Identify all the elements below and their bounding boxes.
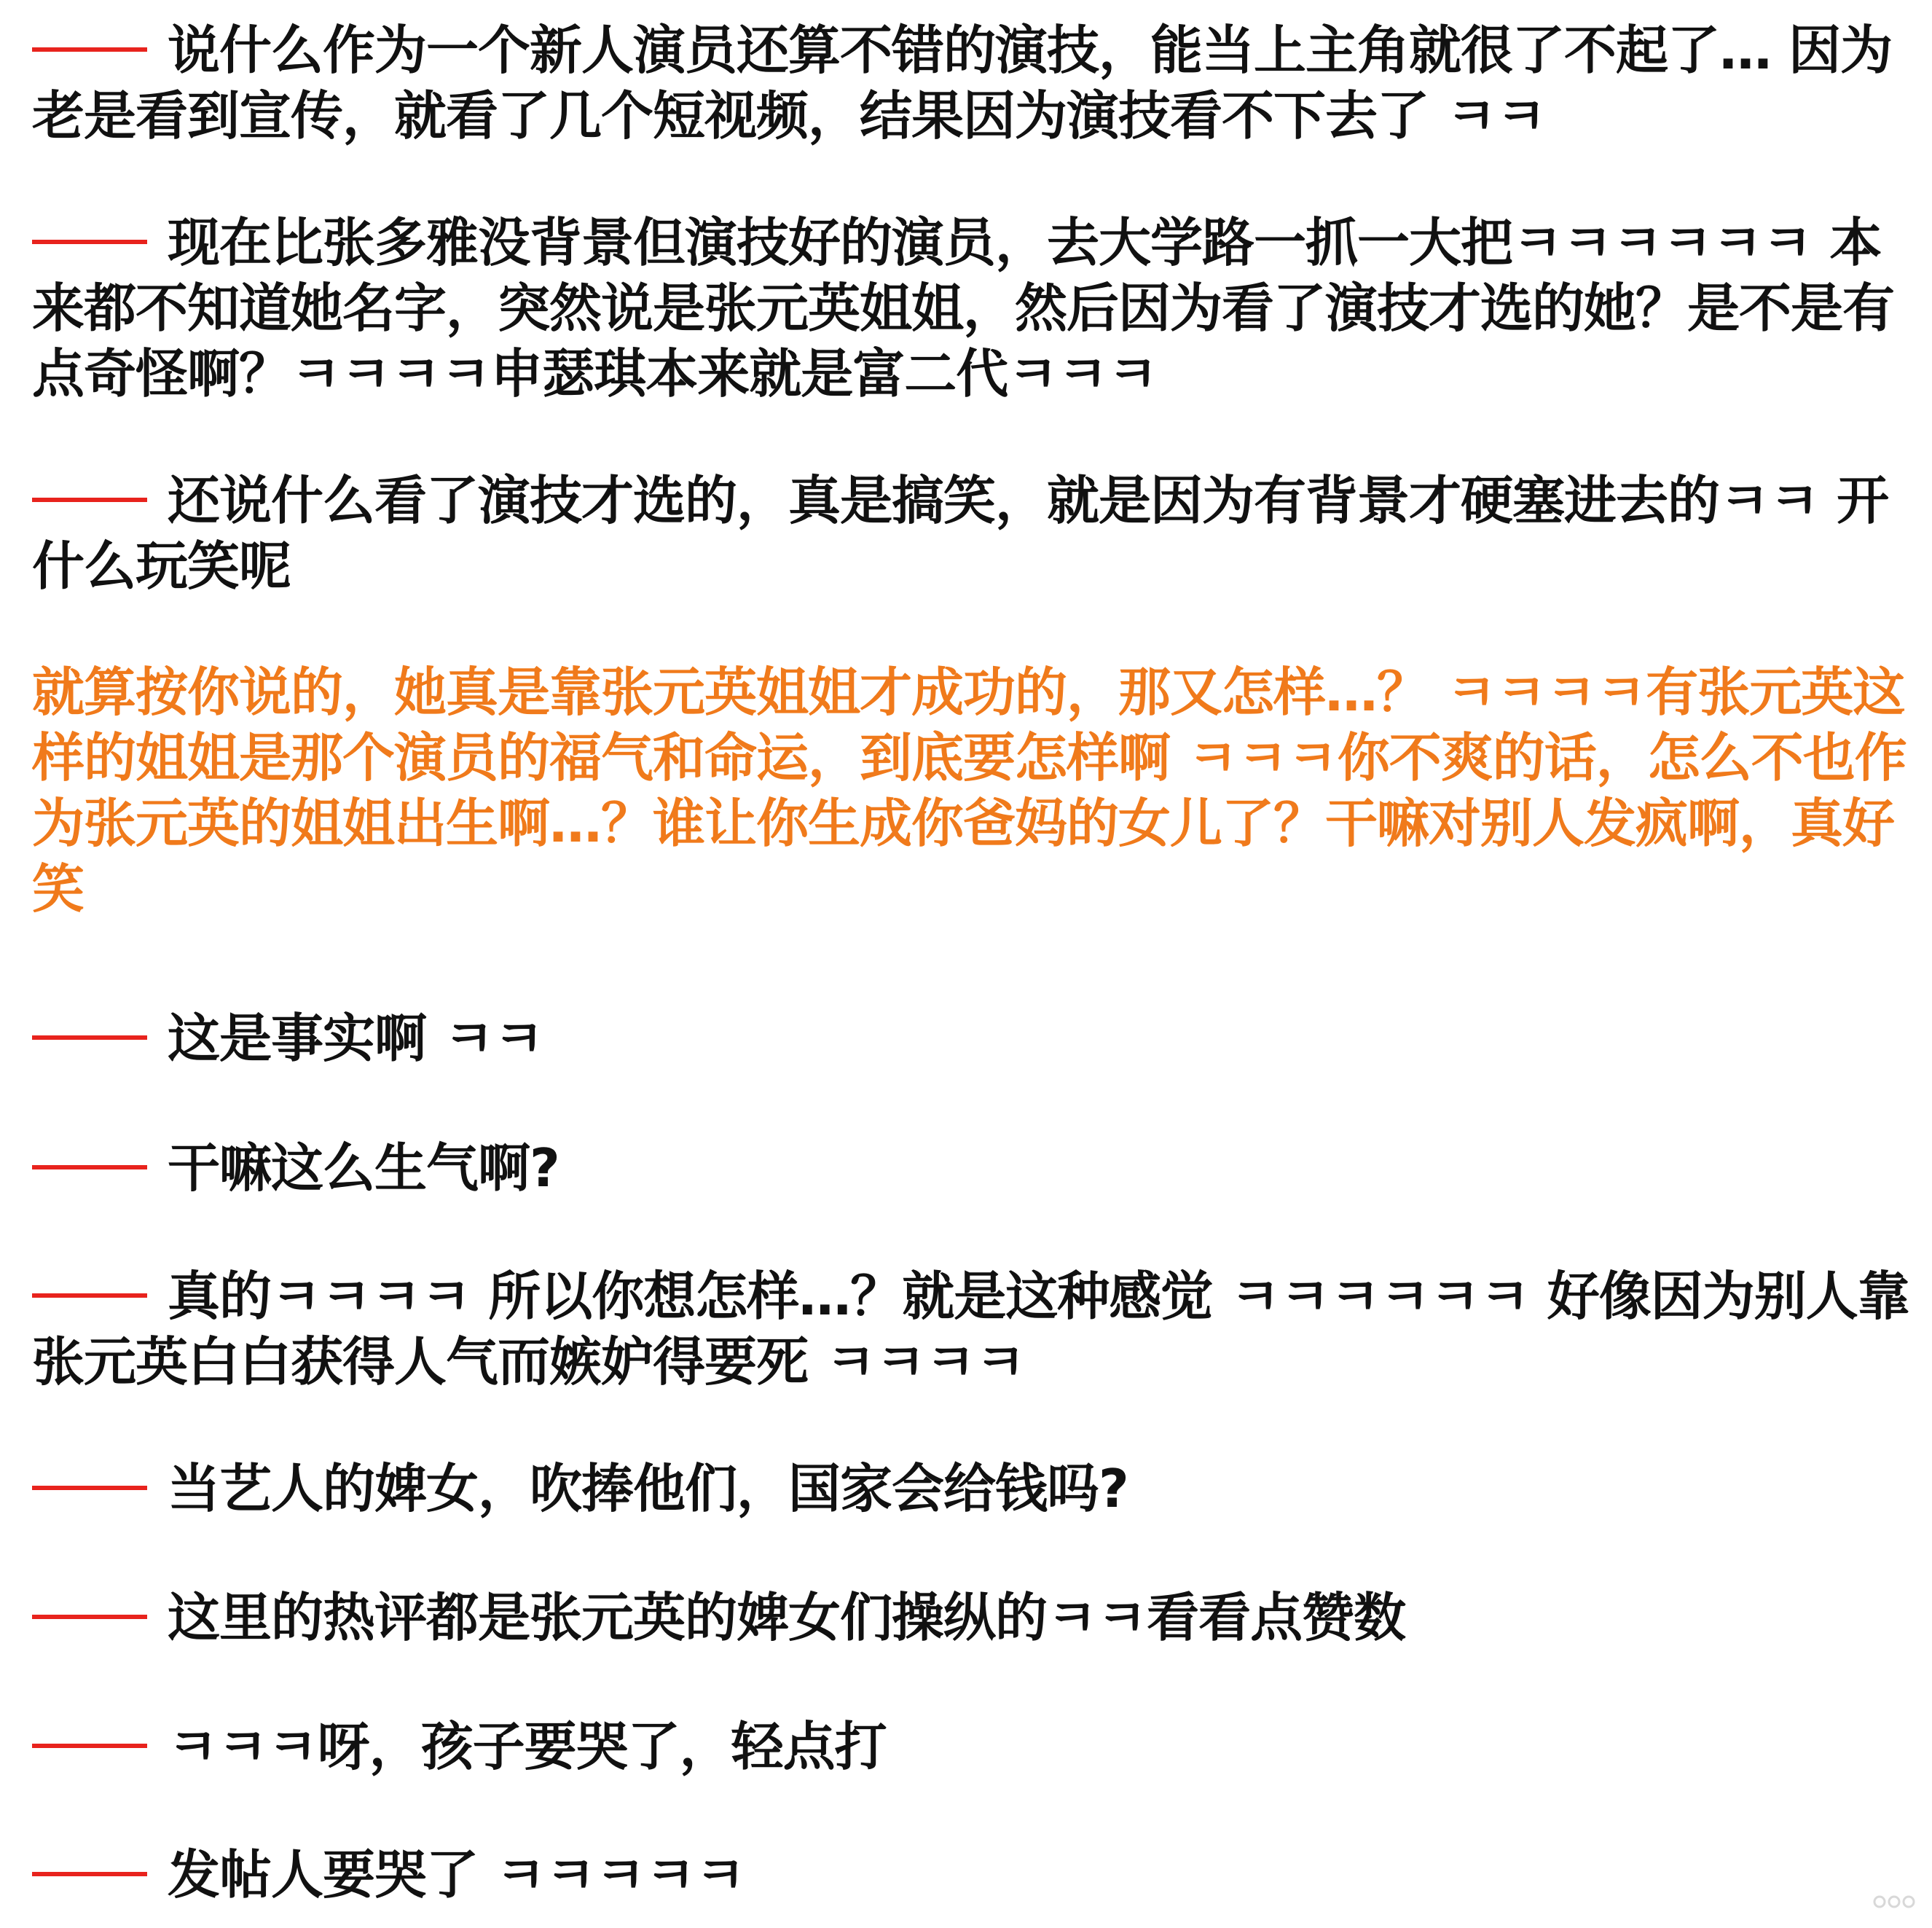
comment-text: ㅋㅋㅋ呀，孩子要哭了，轻点打 <box>168 1716 887 1777</box>
comment-item <box>32 17 1919 149</box>
dash-marker <box>32 1486 147 1490</box>
dash-marker <box>32 1872 147 1876</box>
comment-item <box>32 210 1919 407</box>
comment-text: 还说什么看了演技才选的，真是搞笑，就是因为有背景才硬塞进去的ㅋㅋ 开什么玩笑呢 <box>32 470 1889 597</box>
dash-marker <box>32 1293 147 1298</box>
comment-text: 发帖人要哭了 ㅋㅋㅋㅋㅋ <box>168 1844 745 1905</box>
comment-item <box>32 1714 1919 1779</box>
comment-text: 现在比张多雅没背景但演技好的演员，去大学路一抓一大把ㅋㅋㅋㅋㅋㅋ 本来都不知道她名字，突然说是张元英姐姐，然后因为看了演技才选的她？是不是有点奇怪啊？ㅋㅋㅋㅋ申瑟琪本来就是富二代ㅋㅋㅋ <box>32 212 1895 404</box>
comment-item <box>32 1263 1919 1395</box>
comment-text: 这里的热评都是张元英的婢女们操纵的ㅋㅋ看看点赞数 <box>168 1587 1406 1648</box>
comment-text: 真的ㅋㅋㅋㅋ 所以你想怎样…？就是这种感觉 ㅋㅋㅋㅋㅋㅋ 好像因为别人靠张元英白白获得人气而嫉妒得要死 ㅋㅋㅋㅋ <box>32 1266 1909 1392</box>
comment-text: 当艺人的婢女，吹捧他们，国家会给钱吗? <box>168 1458 1128 1519</box>
dash-marker <box>32 498 147 502</box>
comment-text: 这是事实啊 ㅋㅋ <box>168 1008 544 1069</box>
comment-item <box>32 1585 1919 1650</box>
comment-text: 说什么作为一个新人演员还算不错的演技，能当上主角就很了不起了… 因为老是看到宣传，就看了几个短视频，结果因为演技看不下去了 ㅋㅋ <box>32 20 1893 146</box>
comment-item <box>32 1006 1919 1071</box>
dash-marker <box>32 1165 147 1169</box>
comment-item <box>32 1135 1919 1201</box>
dash-marker <box>32 1615 147 1619</box>
comment-item <box>32 468 1919 599</box>
reply-text: 就算按你说的，她真是靠张元英姐姐才成功的，那又怎样…？ ㅋㅋㅋㅋ有张元英这样的姐姐是那个演员的福气和命运，到底要怎样啊 ㅋㅋㅋ你不爽的话，怎么不也作为张元英的姐姐出生啊…？谁让你生成你爸妈的女儿了？干嘛对别人发疯啊，真好笑 <box>32 662 1907 920</box>
watermark-icon <box>1872 1892 1916 1912</box>
comment-item <box>32 1842 1919 1908</box>
reply-comment <box>32 659 1919 922</box>
dash-marker <box>32 1744 147 1748</box>
dash-marker <box>32 240 147 244</box>
dash-marker <box>32 47 147 52</box>
comment-item <box>32 1456 1919 1521</box>
dash-marker <box>32 1035 147 1040</box>
comment-text: 干嘛这么生气啊? <box>168 1137 559 1199</box>
